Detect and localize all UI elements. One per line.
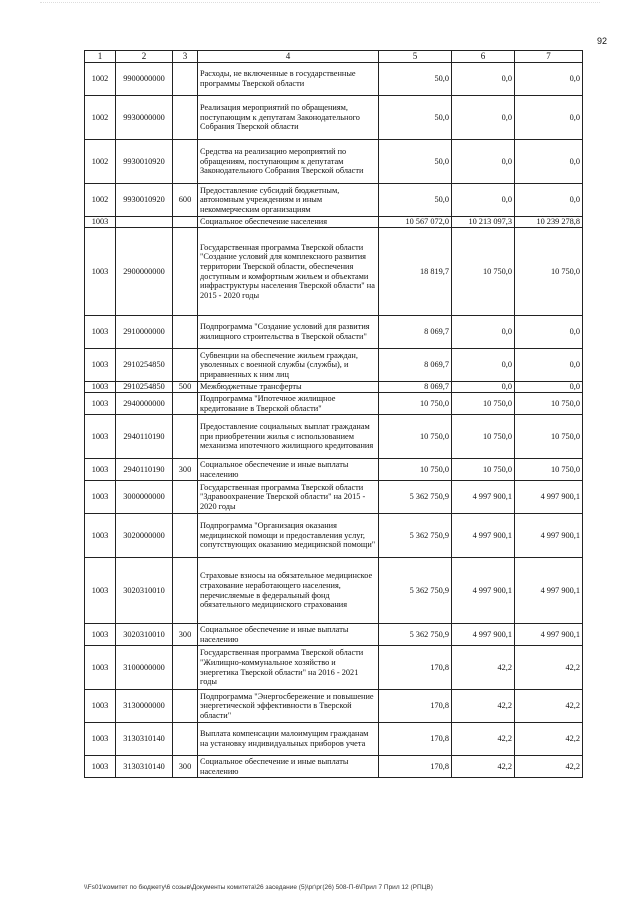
cell-name: Страховые взносы на обязательное медицинское страхование неработающего населения, перечисляемые в федеральный фонд обязательного медицинского страхования bbox=[198, 558, 379, 624]
header-col-3: 3 bbox=[173, 51, 198, 63]
cell-amount-col6: 0,0 bbox=[452, 184, 515, 217]
cell-expense-type: 600 bbox=[173, 184, 198, 217]
cell-amount-col5: 5 362 750,9 bbox=[379, 514, 452, 558]
header-col-7: 7 bbox=[515, 51, 583, 63]
cell-target-code: 3020310010 bbox=[116, 558, 173, 624]
cell-amount-col5: 50,0 bbox=[379, 63, 452, 96]
cell-amount-col7: 0,0 bbox=[515, 382, 583, 393]
cell-target-code: 3100000000 bbox=[116, 646, 173, 690]
table-row bbox=[85, 140, 583, 184]
cell-amount-col6: 42,2 bbox=[452, 690, 515, 723]
cell-amount-col6: 42,2 bbox=[452, 756, 515, 778]
cell-expense-type bbox=[173, 217, 198, 228]
cell-amount-col5: 170,8 bbox=[379, 723, 452, 756]
cell-target-code: 2900000000 bbox=[116, 228, 173, 316]
cell-target-code: 3000000000 bbox=[116, 481, 173, 514]
cell-amount-col7: 4 997 900,1 bbox=[515, 558, 583, 624]
cell-expense-type bbox=[173, 558, 198, 624]
table-row bbox=[85, 382, 583, 393]
table-row bbox=[85, 349, 583, 382]
header-col-1: 1 bbox=[85, 51, 116, 63]
cell-name: Подпрограмма "Создание условий для развития жилищного строительства в Тверской области" bbox=[198, 316, 379, 349]
cell-name: Государственная программа Тверской области "Здравоохранение Тверской области" на 2015 - 2020 годы bbox=[198, 481, 379, 514]
cell-amount-col5: 170,8 bbox=[379, 756, 452, 778]
cell-amount-col6: 10 750,0 bbox=[452, 415, 515, 459]
cell-amount-col7: 0,0 bbox=[515, 96, 583, 140]
cell-amount-col5: 8 069,7 bbox=[379, 382, 452, 393]
cell-amount-col7: 10 239 278,8 bbox=[515, 217, 583, 228]
cell-target-code: 3130000000 bbox=[116, 690, 173, 723]
cell-section: 1003 bbox=[85, 514, 116, 558]
cell-amount-col6: 42,2 bbox=[452, 646, 515, 690]
cell-section: 1003 bbox=[85, 723, 116, 756]
cell-amount-col5: 5 362 750,9 bbox=[379, 558, 452, 624]
cell-amount-col7: 0,0 bbox=[515, 140, 583, 184]
cell-name: Реализация мероприятий по обращениям, поступающим к депутатам Законодательного Собрания Тверской области bbox=[198, 96, 379, 140]
cell-name: Субвенции на обеспечение жильем граждан, уволенных с военной службы (службы), и приравненных к ним лиц bbox=[198, 349, 379, 382]
table-row bbox=[85, 558, 583, 624]
cell-section: 1003 bbox=[85, 393, 116, 415]
cell-name: Подпрограмма "Энергосбережение и повышение энергетической эффективности в Тверской области" bbox=[198, 690, 379, 723]
table-row bbox=[85, 316, 583, 349]
table-row bbox=[85, 646, 583, 690]
cell-expense-type bbox=[173, 646, 198, 690]
cell-name: Средства на реализацию мероприятий по обращениям, поступающим к депутатам Законодательного Собрания Тверской области bbox=[198, 140, 379, 184]
cell-expense-type bbox=[173, 140, 198, 184]
cell-amount-col6: 10 213 097,3 bbox=[452, 217, 515, 228]
header-col-6: 6 bbox=[452, 51, 515, 63]
footer-file-path: \\Fs01\комитет по бюджету\6 созыв\Документы комитета\26 заседание (5)\рг\рг(26) 508-П-6\Прил 7 Прил 12 (РПЦВ) bbox=[84, 884, 433, 891]
cell-name: Предоставление социальных выплат гражданам при приобретении жилья с использованием механизма ипотечного жилищного кредитования bbox=[198, 415, 379, 459]
cell-amount-col6: 0,0 bbox=[452, 382, 515, 393]
cell-amount-col6: 0,0 bbox=[452, 96, 515, 140]
table-header-row bbox=[85, 51, 583, 63]
cell-amount-col7: 4 997 900,1 bbox=[515, 514, 583, 558]
table-row bbox=[85, 415, 583, 459]
cell-section: 1002 bbox=[85, 63, 116, 96]
cell-section: 1003 bbox=[85, 558, 116, 624]
cell-expense-type bbox=[173, 723, 198, 756]
cell-section: 1003 bbox=[85, 481, 116, 514]
cell-target-code: 2940110190 bbox=[116, 459, 173, 481]
table-row bbox=[85, 96, 583, 140]
cell-section: 1003 bbox=[85, 690, 116, 723]
cell-amount-col5: 8 069,7 bbox=[379, 349, 452, 382]
cell-name: Государственная программа Тверской области "Жилищно-коммунальное хозяйство и энергетика Тверской области" на 2016 - 2021 годы bbox=[198, 646, 379, 690]
cell-target-code: 9900000000 bbox=[116, 63, 173, 96]
cell-section: 1003 bbox=[85, 624, 116, 646]
table-row bbox=[85, 63, 583, 96]
cell-target-code: 3020000000 bbox=[116, 514, 173, 558]
cell-target-code: 9930010920 bbox=[116, 184, 173, 217]
cell-expense-type bbox=[173, 415, 198, 459]
cell-expense-type: 300 bbox=[173, 624, 198, 646]
table-row bbox=[85, 514, 583, 558]
cell-section: 1003 bbox=[85, 316, 116, 349]
cell-amount-col6: 0,0 bbox=[452, 63, 515, 96]
cell-name: Межбюджетные трансферты bbox=[198, 382, 379, 393]
cell-expense-type: 300 bbox=[173, 756, 198, 778]
cell-expense-type bbox=[173, 349, 198, 382]
cell-target-code: 9930000000 bbox=[116, 96, 173, 140]
cell-amount-col7: 10 750,0 bbox=[515, 228, 583, 316]
cell-target-code: 9930010920 bbox=[116, 140, 173, 184]
cell-name: Подпрограмма "Ипотечное жилищное кредитование в Тверской области" bbox=[198, 393, 379, 415]
cell-section: 1003 bbox=[85, 756, 116, 778]
table-row bbox=[85, 393, 583, 415]
cell-section: 1003 bbox=[85, 382, 116, 393]
cell-amount-col7: 0,0 bbox=[515, 316, 583, 349]
cell-expense-type bbox=[173, 63, 198, 96]
cell-amount-col5: 10 567 072,0 bbox=[379, 217, 452, 228]
cell-name: Предоставление субсидий бюджетным, автономным учреждениям и иным некоммерческим организациям bbox=[198, 184, 379, 217]
cell-target-code: 3130310140 bbox=[116, 723, 173, 756]
cell-section: 1002 bbox=[85, 140, 116, 184]
cell-expense-type bbox=[173, 514, 198, 558]
cell-amount-col7: 42,2 bbox=[515, 646, 583, 690]
table-row bbox=[85, 723, 583, 756]
cell-target-code: 2940110190 bbox=[116, 415, 173, 459]
cell-name: Государственная программа Тверской области "Создание условий для комплексного развития территории Тверской области, обеспечения доступным и комфортным жильем и объектами инфраструктуры населения Тверской области" на 2015 - 2020 годы bbox=[198, 228, 379, 316]
cell-amount-col7: 10 750,0 bbox=[515, 393, 583, 415]
cell-amount-col5: 50,0 bbox=[379, 184, 452, 217]
cell-amount-col6: 4 997 900,1 bbox=[452, 481, 515, 514]
cell-amount-col7: 0,0 bbox=[515, 63, 583, 96]
cell-section: 1002 bbox=[85, 96, 116, 140]
budget-table bbox=[84, 50, 583, 778]
cell-name: Социальное обеспечение и иные выплаты населению bbox=[198, 459, 379, 481]
cell-amount-col7: 0,0 bbox=[515, 349, 583, 382]
cell-amount-col6: 42,2 bbox=[452, 723, 515, 756]
cell-target-code: 3130310140 bbox=[116, 756, 173, 778]
cell-name: Социальное обеспечение населения bbox=[198, 217, 379, 228]
cell-amount-col6: 4 997 900,1 bbox=[452, 558, 515, 624]
table-row bbox=[85, 184, 583, 217]
table-row bbox=[85, 228, 583, 316]
table-row bbox=[85, 756, 583, 778]
cell-amount-col7: 10 750,0 bbox=[515, 415, 583, 459]
cell-name: Выплата компенсации малоимущим гражданам на установку индивидуальных приборов учета bbox=[198, 723, 379, 756]
cell-target-code: 2940000000 bbox=[116, 393, 173, 415]
cell-amount-col7: 4 997 900,1 bbox=[515, 481, 583, 514]
cell-amount-col6: 10 750,0 bbox=[452, 228, 515, 316]
cell-amount-col7: 10 750,0 bbox=[515, 459, 583, 481]
header-col-4: 4 bbox=[198, 51, 379, 63]
cell-section: 1003 bbox=[85, 349, 116, 382]
cell-amount-col5: 170,8 bbox=[379, 646, 452, 690]
cell-amount-col5: 10 750,0 bbox=[379, 459, 452, 481]
page-number: 92 bbox=[597, 36, 608, 46]
cell-amount-col6: 4 997 900,1 bbox=[452, 514, 515, 558]
cell-expense-type bbox=[173, 393, 198, 415]
cell-amount-col5: 8 069,7 bbox=[379, 316, 452, 349]
header-col-5: 5 bbox=[379, 51, 452, 63]
cell-expense-type bbox=[173, 316, 198, 349]
cell-amount-col5: 18 819,7 bbox=[379, 228, 452, 316]
cell-amount-col6: 0,0 bbox=[452, 349, 515, 382]
cell-amount-col7: 42,2 bbox=[515, 690, 583, 723]
cell-target-code: 2910000000 bbox=[116, 316, 173, 349]
cell-amount-col6: 10 750,0 bbox=[452, 393, 515, 415]
cell-section: 1003 bbox=[85, 217, 116, 228]
cell-amount-col5: 50,0 bbox=[379, 140, 452, 184]
table-row bbox=[85, 459, 583, 481]
cell-amount-col7: 0,0 bbox=[515, 184, 583, 217]
table-row bbox=[85, 690, 583, 723]
cell-amount-col7: 4 997 900,1 bbox=[515, 624, 583, 646]
table-body bbox=[85, 63, 583, 778]
table-row bbox=[85, 217, 583, 228]
cell-amount-col6: 0,0 bbox=[452, 140, 515, 184]
cell-expense-type: 500 bbox=[173, 382, 198, 393]
cell-name: Социальное обеспечение и иные выплаты населению bbox=[198, 756, 379, 778]
cell-amount-col6: 0,0 bbox=[452, 316, 515, 349]
cell-amount-col5: 10 750,0 bbox=[379, 393, 452, 415]
cell-name: Расходы, не включенные в государственные программы Тверской области bbox=[198, 63, 379, 96]
cell-expense-type bbox=[173, 96, 198, 140]
cell-target-code: 2910254850 bbox=[116, 382, 173, 393]
cell-amount-col5: 10 750,0 bbox=[379, 415, 452, 459]
table-row bbox=[85, 624, 583, 646]
cell-name: Социальное обеспечение и иные выплаты населению bbox=[198, 624, 379, 646]
cell-amount-col5: 5 362 750,9 bbox=[379, 481, 452, 514]
cell-section: 1003 bbox=[85, 228, 116, 316]
cell-section: 1003 bbox=[85, 415, 116, 459]
cell-expense-type bbox=[173, 690, 198, 723]
cell-target-code bbox=[116, 217, 173, 228]
cell-target-code: 2910254850 bbox=[116, 349, 173, 382]
cell-expense-type bbox=[173, 481, 198, 514]
cell-amount-col5: 5 362 750,9 bbox=[379, 624, 452, 646]
cell-target-code: 3020310010 bbox=[116, 624, 173, 646]
cell-section: 1002 bbox=[85, 184, 116, 217]
cell-amount-col5: 50,0 bbox=[379, 96, 452, 140]
cell-expense-type: 300 bbox=[173, 459, 198, 481]
cell-section: 1003 bbox=[85, 646, 116, 690]
cell-section: 1003 bbox=[85, 459, 116, 481]
cell-amount-col6: 10 750,0 bbox=[452, 459, 515, 481]
scan-artifact-line bbox=[40, 2, 600, 9]
cell-amount-col7: 42,2 bbox=[515, 756, 583, 778]
cell-amount-col5: 170,8 bbox=[379, 690, 452, 723]
cell-expense-type bbox=[173, 228, 198, 316]
cell-amount-col6: 4 997 900,1 bbox=[452, 624, 515, 646]
cell-amount-col7: 42,2 bbox=[515, 723, 583, 756]
cell-name: Подпрограмма "Организация оказания медицинской помощи и предоставления услуг, сопутствующих оказанию медицинской помощи" bbox=[198, 514, 379, 558]
table-row bbox=[85, 481, 583, 514]
header-col-2: 2 bbox=[116, 51, 173, 63]
